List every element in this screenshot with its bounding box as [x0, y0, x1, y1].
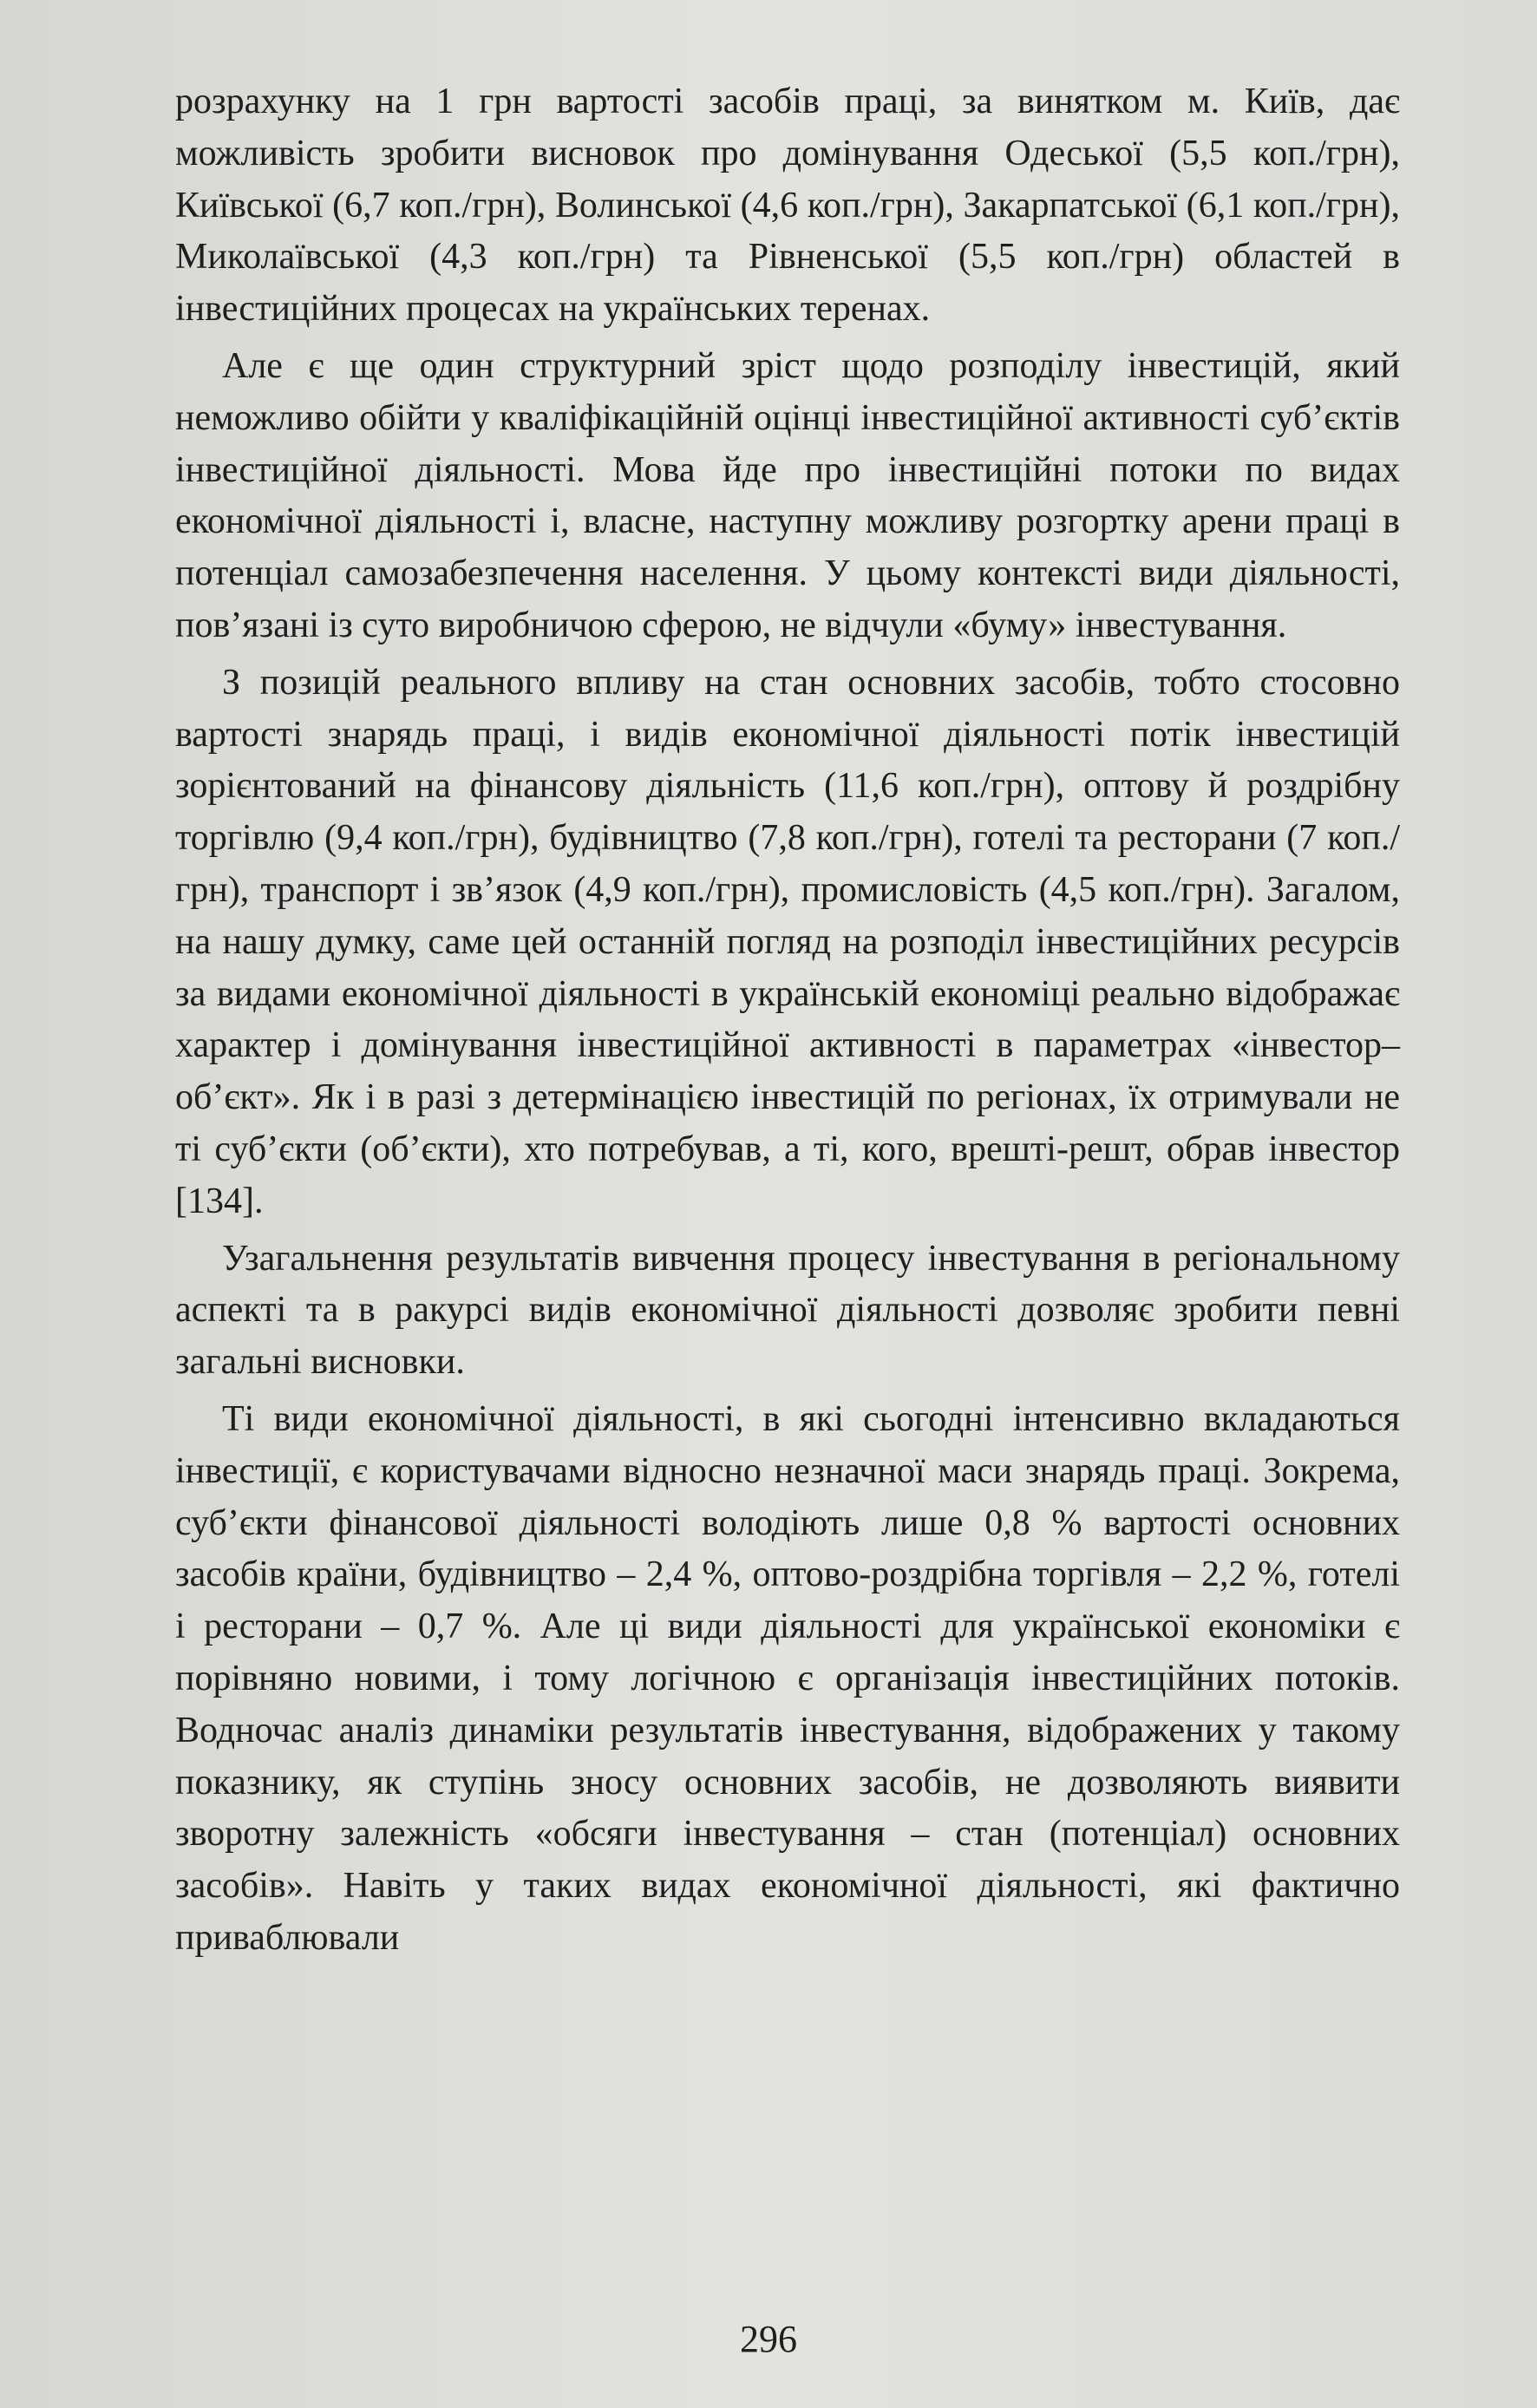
- paragraph-3: З позицій реального впливу на стан основних засобів, тобто стосовно вартості знарядь праці, і видів економічної діяльності потік інвестицій зорієнтований на фінансову діяльність (11,6 коп./грн), оптову й роздрібну торгівлю (9,4 коп./грн), будівництво (7,8 коп./грн), готелі та ресторани (7 коп./грн), транспорт і зв’язок (4,9 коп./грн), промисловість (4,5 коп./грн). Загалом, на нашу думку, саме цей останній погляд на розподіл інвестиційних ресурсів за видами економічної діяльності в українській економіці реально відображає характер і домінування інвестиційної активності в параметрах «інвестор–об’єкт». Як і в разі з детермінацією інвестицій по регіонах, їх отримували не ті суб’єкти (об’єкти), хто потребував, а ті, кого, врешті-решт, обрав інвестор [134].: [175, 662, 1400, 1221]
- paragraph-2: Але є ще один структурний зріст щодо розподілу інвестицій, який неможливо обійти у кваліфікаційній оцінці інвестиційної активності суб’єктів інвестиційної діяльності. Мова йде про інвестиційні потоки по видах економічної діяльності і, власне, наступну можливу розгортку арени праці в потенціал самозабезпечення населення. У цьому контексті види діяльності, пов’язані із суто виробничою сферою, не відчули «буму» інвестування.: [175, 345, 1400, 645]
- paragraph-4: Узагальнення результатів вивчення процесу інвестування в регіональному аспекті та в ракурсі видів економічної діяльності дозволяє зробити певні загальні висновки.: [175, 1238, 1400, 1383]
- body-text: [175, 76, 1400, 1970]
- paragraph-5: Ті види економічної діяльності, в які сьогодні інтенсивно вкладаються інвестиції, є користувачами відносно незначної маси знарядь праці. Зокрема, суб’єкти фінансової діяльності володіють лише 0,8 % вартості основних засобів країни, будівництво – 2,4 %, оптово-роздрібна торгівля – 2,2 %, готелі і ресторани – 0,7 %. Але ці види діяльності для української економіки є порівняно новими, і тому логічною є організація інвестиційних потоків. Водночас аналіз динаміки результатів інвестування, відображених у такому показнику, як ступінь зносу основних засобів, не дозволяють виявити зворотну залежність «обсяги інвестування – стан (потенціал) основних засобів». Навіть у таких видах економічної діяльності, які фактично приваблювали: [175, 1398, 1400, 1958]
- paragraph-1: розрахунку на 1 грн вартості засобів праці, за винятком м. Київ, дає можливість зробити висновок про домінування Одеської (5,5 коп./грн), Київської (6,7 коп./грн), Волинської (4,6 коп./грн), Закарпатської (6,1 коп./грн), Миколаївської (4,3 коп./грн) та Рівненської (5,5 коп./грн) областей в інвестиційних процесах на українських теренах.: [175, 82, 1400, 330]
- page-number: 296: [740, 2318, 797, 2360]
